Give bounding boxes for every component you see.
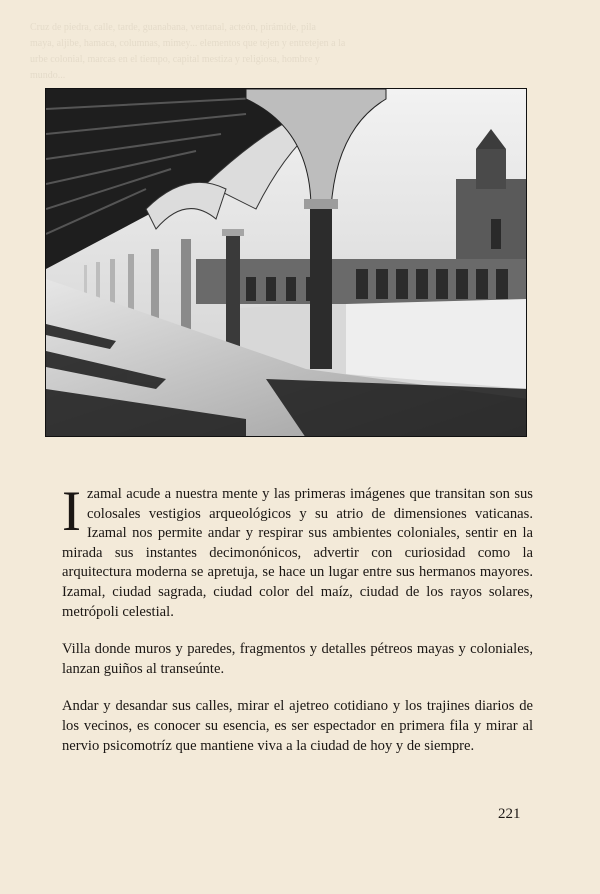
show-through-line: mundo... [30,70,66,81]
show-through-line: maya, aljibe, hamaca, columnas, mimey... elementos que tejen y entretejen a la [30,38,346,49]
paragraph-3: Andar y desandar sus calles, mirar el ajetreo cotidiano y los trajines diarios de los vecinos, es conocer su esencia, es ser espectador en primera fila y mirar al nervio psicomotríz que mantiene viva a la ciudad de hoy y de siempre. [62,698,533,754]
arcade-photo-drawing [46,89,527,437]
body-text [62,480,533,774]
show-through-line: urbe colonial, marcas en el tiempo, capital mestiza y religiosa, hombre y [30,54,320,65]
paragraph-2: Villa donde muros y paredes, fragmentos y detalles pétreos mayas y coloniales, lanzan guiños al transeúnte. [62,641,533,677]
arcade-photo [45,88,527,437]
show-through-line: Cruz de piedra, calle, tarde, guanabana, ventanal, acteón, pirámide, pila [30,22,316,33]
page-number: 221 [498,806,521,822]
paragraph-1-text: zamal acude a nuestra mente y las primeras imágenes que transitan son sus colosales vestigios arqueológicos y su atrio de dimensiones vaticanas. Izamal nos permite andar y respirar sus ambientes coloniales, sentir en la mirada sus instantes decimonónicos, advertir con curiosidad como la arquitectura moderna se apretuja, se hace un lugar entre sus hermanos mayores. Izamal, ciudad sagrada, ciudad color del maíz, ciudad de los rayos solares, metrópoli celestial. [62,486,533,620]
paragraph-1 [62,480,533,622]
drop-cap: I [62,480,81,543]
